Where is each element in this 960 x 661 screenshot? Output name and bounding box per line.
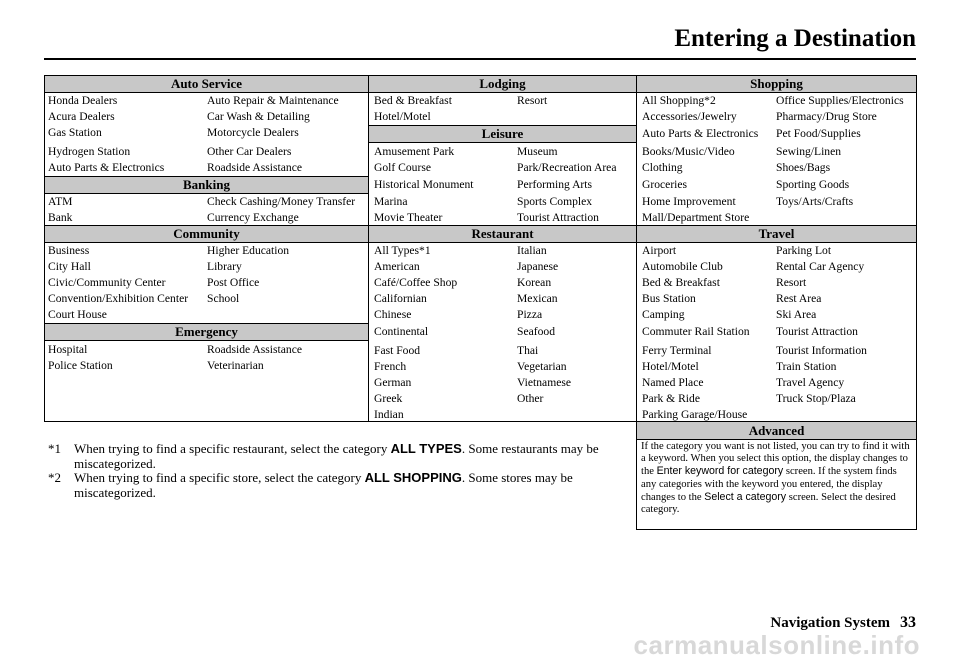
header-emergency: Emergency [45,323,368,341]
advanced-text: If the category you want is not listed, you can try to find it with a keyword. When you select this option, the display changes to the [641,441,910,478]
list-item: American [374,260,420,273]
list-item: Clothing [642,161,683,174]
list-item: Ski Area [776,308,817,321]
header-banking: Banking [45,176,368,194]
title-rule [44,58,916,60]
list-item: Bank [48,211,73,224]
list-item: Hospital [48,343,88,356]
column-auto-banking-community-emergency [45,76,369,421]
header-travel: Travel [637,225,916,243]
header-leisure: Leisure [369,125,636,143]
list-item: Vietnamese [517,376,572,389]
list-item: Post Office [207,276,260,289]
keyword-screen-name: Enter keyword for category [656,465,784,478]
list-item: Sports Complex [517,195,593,208]
list-item: Chinese [374,308,412,321]
header-auto-service: Auto Service [45,76,368,93]
list-item: Resort [517,94,548,107]
footnote-mark: *1 [48,441,61,456]
list-item: Tourist Attraction [517,211,599,224]
list-item: Sewing/Linen [776,145,842,158]
header-restaurant: Restaurant [369,225,636,243]
category-keyword: ALL TYPES [390,441,462,456]
list-item: Train Station [776,360,837,373]
list-item: Court House [48,308,107,321]
footnote-text-part: . Some stores may be miscategorized. [74,470,573,500]
list-item: Police Station [48,359,113,372]
destination-category-table [44,75,917,422]
advanced-text: screen. If the system finds any categories with the keyword you entered, the display changes to the [641,466,897,503]
list-item: Marina [374,195,408,208]
list-item: Groceries [642,178,688,191]
list-item: Pizza [517,308,543,321]
list-item: Books/Music/Video [642,145,735,158]
list-item: Thai [517,344,539,357]
list-item: Tourist Attraction [776,325,858,338]
list-item: Continental [374,325,429,338]
select-screen-name: Select a category [704,490,787,503]
footnote-text [74,442,633,471]
list-item: Convention/Exhibition Center [48,292,189,305]
list-item: Parking Lot [776,244,832,257]
list-item: Auto Repair & Maintenance [207,94,339,107]
list-item: Gas Station [48,126,102,139]
section-name: Navigation System [770,615,890,631]
list-item: Rest Area [776,292,822,305]
list-item: Movie Theater [374,211,443,224]
page-title: Entering a Destination [674,25,916,52]
list-item: Acura Dealers [48,110,115,123]
list-item: Seafood [517,325,555,338]
column-shopping-travel [637,76,916,421]
list-item: German [374,376,412,389]
footnote-1 [48,442,633,471]
list-item: French [374,360,407,373]
list-item: Shoes/Bags [776,161,831,174]
footnote-text-part: When trying to find a specific store, select the category [74,470,365,485]
list-item: Other Car Dealers [207,145,292,158]
category-keyword: ALL SHOPPING [364,470,462,485]
footnote-text-part: . Some restaurants may be miscategorized. [74,441,599,471]
footnote-text [74,471,633,500]
list-item: Currency Exchange [207,211,299,224]
list-item: Bed & Breakfast [374,94,452,107]
header-advanced: Advanced [637,422,916,440]
watermark: carmanualsonline.info [633,630,920,660]
list-item: Bus Station [642,292,696,305]
list-item: Toys/Arts/Crafts [776,195,854,208]
list-item: Honda Dealers [48,94,118,107]
list-item: Fast Food [374,344,421,357]
list-item: Golf Course [374,161,431,174]
list-item: Californian [374,292,427,305]
list-item: Amusement Park [374,145,455,158]
footnote-text-part: When trying to find a specific restaurant, select the category [74,441,391,456]
list-item: Bed & Breakfast [642,276,720,289]
list-item: Parking Garage/House [642,408,748,421]
list-item: Veterinarian [207,359,264,372]
list-item: Hotel/Motel [374,110,431,123]
page-number: 33 [900,614,916,631]
list-item: Park & Ride [642,392,700,405]
list-item: All Types*1 [374,244,431,257]
list-item: Indian [374,408,404,421]
list-item: Check Cashing/Money Transfer [207,195,356,208]
list-item: All Shopping*2 [642,94,716,107]
header-shopping: Shopping [637,76,916,93]
list-item: Historical Monument [374,178,474,191]
advanced-text: screen. Select the desired category. [641,491,896,516]
column-lodging-leisure-restaurant [369,76,637,421]
list-item: School [207,292,240,305]
list-item: Park/Recreation Area [517,161,617,174]
list-item: Sporting Goods [776,178,850,191]
list-item: Auto Parts & Electronics [642,127,759,140]
list-item: Greek [374,392,403,405]
list-item: Named Place [642,376,704,389]
list-item: Car Wash & Detailing [207,110,310,123]
list-item: Ferry Terminal [642,344,712,357]
list-item: Café/Coffee Shop [374,276,458,289]
advanced-box [636,421,917,530]
list-item: Pet Food/Supplies [776,127,861,140]
list-item: Korean [517,276,552,289]
list-item: Mexican [517,292,558,305]
list-item: Automobile Club [642,260,723,273]
list-item: Italian [517,244,547,257]
footnote-2 [48,471,633,500]
list-item: Performing Arts [517,178,593,191]
list-item: Pharmacy/Drug Store [776,110,877,123]
list-item: Truck Stop/Plaza [776,392,856,405]
list-item: Resort [776,276,807,289]
header-community: Community [45,225,368,243]
list-item: Hotel/Motel [642,360,699,373]
footnotes [48,442,633,500]
list-item: Civic/Community Center [48,276,166,289]
list-item: Auto Parts & Electronics [48,161,165,174]
list-item: Vegetarian [517,360,567,373]
list-item: Accessories/Jewelry [642,110,737,123]
list-item: Travel Agency [776,376,845,389]
header-lodging: Lodging [369,76,636,93]
list-item: Roadside Assistance [207,343,302,356]
list-item: Library [207,260,242,273]
list-item: City Hall [48,260,91,273]
list-item: Mall/Department Store [642,211,750,224]
list-item: ATM [48,195,73,208]
list-item: Japanese [517,260,559,273]
list-item: Business [48,244,90,257]
list-item: Rental Car Agency [776,260,865,273]
list-item: Hydrogen Station [48,145,131,158]
list-item: Other [517,392,544,405]
footnote-mark: *2 [48,470,61,485]
list-item: Airport [642,244,677,257]
list-item: Office Supplies/Electronics [776,94,904,107]
list-item: Museum [517,145,558,158]
list-item: Camping [642,308,685,321]
list-item: Higher Education [207,244,290,257]
advanced-description [637,440,916,517]
list-item: Motorcycle Dealers [207,126,299,139]
list-item: Commuter Rail Station [642,325,750,338]
list-item: Home Improvement [642,195,736,208]
list-item: Tourist Information [776,344,867,357]
list-item: Roadside Assistance [207,161,302,174]
